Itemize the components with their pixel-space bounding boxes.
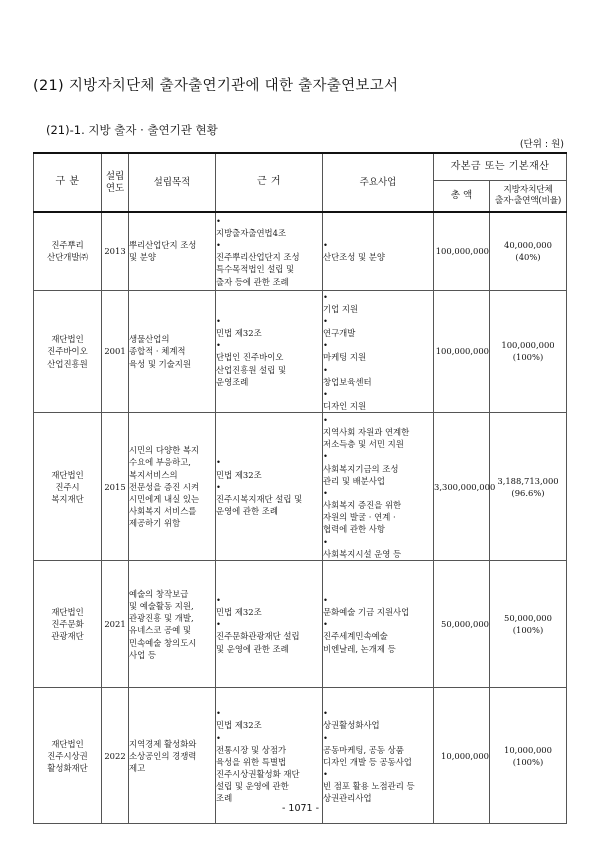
institution-name-line: 진주시	[55, 481, 80, 492]
total-amount-cell: 50,000,000	[434, 561, 490, 688]
purpose-line: 생물산업의	[129, 334, 170, 345]
header-local-line: 지방자치단체	[503, 184, 553, 195]
local-share-line: (40%)	[515, 252, 541, 263]
business-item-line: • 디자인 지원	[323, 401, 367, 412]
legal-basis-item	[216, 239, 322, 288]
business-item-line: 비엔날레, 논개제 등	[323, 643, 396, 654]
institution-name-line: 진주문화	[51, 619, 84, 630]
purpose-line: 시민의 다양한 복지	[129, 445, 200, 456]
legal-basis-item-line: • 진주문화관광재단 설립	[216, 631, 300, 642]
founding-year-cell: 2021	[102, 561, 129, 688]
table-row	[34, 290, 567, 413]
business-item-line: • 산단조성 및 분양	[323, 252, 385, 263]
legal-basis-item-line: • 전통시장 및 상점가	[216, 744, 287, 755]
table-row	[34, 212, 567, 290]
legal-basis-item-line: • 진주뿌리산업단지 조성	[216, 252, 300, 263]
founding-year-cell: 2013	[102, 212, 129, 290]
business-item	[323, 388, 433, 412]
purpose-cell	[129, 561, 216, 688]
header-basis: 근 거	[216, 153, 323, 212]
legal-basis-item	[216, 315, 322, 339]
business-cell	[323, 413, 434, 561]
business-cell	[323, 561, 434, 688]
business-item-line: • 마케팅 지원	[323, 352, 367, 363]
purpose-line: 제공하기 위함	[129, 518, 181, 529]
founding-year-cell: 2015	[102, 413, 129, 561]
business-item	[323, 594, 433, 618]
founding-year-cell: 2001	[102, 290, 129, 413]
total-amount-cell: 100,000,000	[434, 212, 490, 290]
business-item	[323, 339, 433, 363]
header-year-line: 연도	[105, 182, 125, 194]
institution-name-line: 재단법인	[51, 738, 84, 749]
institution-name-line: 활성화재단	[47, 762, 88, 773]
purpose-line: 관광진흥 및 개발,	[129, 613, 194, 624]
institution-name-line: 진주뿌리	[51, 240, 84, 251]
institution-name-line: 재단법인	[51, 469, 84, 480]
purpose-line: 소상공인의 경쟁력	[129, 750, 197, 761]
business-item-line: • 문화예술 기금 지원사업	[323, 607, 410, 618]
business-item	[323, 487, 433, 536]
purpose-line: 민속예술 창의도시	[129, 637, 197, 648]
business-item-line: 자원의 발굴 · 연계 ·	[323, 512, 396, 523]
legal-basis-item-line: • 단법인 진주바이오	[216, 352, 284, 363]
business-item-line: 저소득층 및 서민 지원	[323, 439, 404, 450]
local-share-line: (100%)	[512, 352, 544, 363]
legal-basis-item	[216, 481, 322, 518]
institution-name-cell	[34, 290, 102, 413]
legal-basis-item	[216, 215, 322, 239]
institution-name-line: 복지재단	[51, 493, 84, 504]
local-share-line: 40,000,000	[504, 240, 552, 251]
table-row	[34, 413, 567, 561]
legal-basis-item-line: 운영조례	[216, 376, 249, 387]
business-item	[323, 364, 433, 388]
business-item	[323, 315, 433, 339]
legal-basis-cell	[216, 290, 323, 413]
business-item-line: 관리 및 배분사업	[323, 475, 385, 486]
legal-basis-item-line: • 민법 제32조	[216, 607, 262, 618]
business-item	[323, 239, 433, 263]
header-year-line: 설립	[105, 171, 125, 183]
header-local-share	[490, 180, 567, 212]
business-item	[323, 732, 433, 769]
total-amount-cell: 3,300,000,000	[434, 413, 490, 561]
legal-basis-item-line: • 민법 제32조	[216, 469, 262, 480]
business-item-line: • 진주세계민속예술	[323, 631, 388, 642]
purpose-line: 전문성을 증진 시켜	[129, 481, 200, 492]
institution-name-line: 산단개발㈜	[47, 252, 88, 263]
purpose-line: 육성 및 기술지원	[129, 358, 191, 369]
purpose-line: 사업 등	[129, 649, 156, 660]
legal-basis-cell	[216, 212, 323, 290]
legal-basis-item-line: 출자 등에 관한 조례	[216, 276, 289, 287]
institution-name-cell	[34, 413, 102, 561]
purpose-line: 수요에 부응하고,	[129, 457, 191, 468]
business-item-line: • 창업보육센터	[323, 376, 372, 387]
business-item-line: 협력에 관한 사항	[323, 524, 385, 535]
institution-name-line: 산업진흥원	[47, 358, 88, 369]
founding-year-cell: 2022	[102, 688, 129, 824]
purpose-line: 사회복지 서비스를	[129, 506, 197, 517]
purpose-line: 예술의 창작보급	[129, 588, 189, 599]
business-item-line: • 사회복지시설 운영 등	[323, 548, 402, 559]
legal-basis-item-line: 육성을 위한 특별법	[216, 756, 287, 767]
local-share-line: 50,000,000	[504, 613, 552, 624]
legal-basis-item-line: 운영에 관한 조례	[216, 506, 278, 517]
table-body	[34, 212, 567, 824]
legal-basis-item-line: • 민법 제32조	[216, 720, 262, 731]
header-total: 총 액	[434, 180, 490, 212]
purpose-line: 시민에게 내실 있는	[129, 493, 200, 504]
legal-basis-item	[216, 456, 322, 480]
section-title: (21) 지방자치단체 출자출연기관에 대한 출자출연보고서	[33, 78, 399, 94]
legal-basis-item-line: 조례	[216, 793, 233, 804]
business-item-line: • 지역사회 자원과 연계한	[323, 426, 410, 437]
institution-name-line: 진주시상권	[47, 750, 88, 761]
purpose-cell	[129, 212, 216, 290]
institution-name-line: 재단법인	[51, 334, 84, 345]
legal-basis-item-line: 특수목적법인 설립 및	[216, 264, 295, 275]
institution-table	[33, 152, 567, 824]
table-row	[34, 561, 567, 688]
business-item	[323, 291, 433, 315]
business-item	[323, 450, 433, 487]
header-capital-group: 자본금 또는 기본재산	[434, 153, 567, 180]
local-share-cell	[490, 561, 567, 688]
business-item	[323, 414, 433, 451]
legal-basis-item-line: 산업진흥원 설립 및	[216, 364, 287, 375]
header-purpose: 설립목적	[129, 153, 216, 212]
legal-basis-item	[216, 339, 322, 388]
institution-name-line: 재단법인	[51, 607, 84, 618]
local-share-line: (100%)	[512, 756, 544, 767]
purpose-line: 복지서비스의	[129, 469, 178, 480]
legal-basis-item	[216, 594, 322, 618]
legal-basis-item-line: 및 운영에 관한 조례	[216, 643, 289, 654]
legal-basis-item	[216, 618, 322, 655]
local-share-line: (100%)	[512, 625, 544, 636]
legal-basis-item-line: • 민법 제32조	[216, 328, 262, 339]
purpose-line: 종합적 · 체계적	[129, 346, 186, 357]
header-year	[102, 153, 129, 212]
purpose-line: 및 예술활동 지원,	[129, 601, 194, 611]
legal-basis-item-line: 설립 및 운영에 관한	[216, 781, 289, 792]
local-share-line: 100,000,000	[501, 340, 555, 351]
subsection-title: (21)-1. 지방 출자 · 출연기관 현황	[46, 123, 218, 137]
business-cell	[323, 290, 434, 413]
local-share-line: (96.6%)	[511, 487, 545, 498]
business-item	[323, 707, 433, 731]
header-business: 주요사업	[323, 153, 434, 212]
institution-name-line: 관광재단	[51, 631, 84, 642]
purpose-line: 뿌리산업단지 조성	[129, 240, 197, 251]
business-item-line: • 기업 지원	[323, 303, 359, 314]
purpose-cell	[129, 290, 216, 413]
local-share-line: 10,000,000	[504, 744, 552, 755]
table-header-row	[34, 153, 567, 180]
local-share-cell	[490, 212, 567, 290]
business-item-line: • 연구개발	[323, 328, 356, 339]
institution-name-cell	[34, 561, 102, 688]
legal-basis-item-line: • 지방출자출연법4조	[216, 227, 287, 238]
purpose-line: 지역경제 활성화와	[129, 738, 197, 749]
institution-name-cell	[34, 212, 102, 290]
legal-basis-cell	[216, 561, 323, 688]
total-amount-cell: 10,000,000	[434, 688, 490, 824]
legal-basis-item-line: • 진주시복지재단 설립 및	[216, 493, 303, 504]
business-item-line: • 빈 점포 활용 노점관리 등	[323, 781, 415, 792]
legal-basis-cell	[216, 413, 323, 561]
purpose-line: 유네스코 공예 및	[129, 625, 191, 636]
business-item	[323, 618, 433, 655]
local-share-cell	[490, 413, 567, 561]
business-item-line: • 공동마케팅, 공동 상품	[323, 744, 404, 755]
local-share-line: 3,188,713,000	[497, 475, 559, 486]
purpose-line: 제고	[129, 762, 146, 773]
unit-note: (단위 : 원)	[519, 139, 564, 150]
purpose-cell	[129, 413, 216, 561]
legal-basis-item-line: 진주시상권활성화 재단	[216, 769, 300, 780]
local-share-cell	[490, 290, 567, 413]
legal-basis-item	[216, 732, 322, 805]
business-item	[323, 768, 433, 805]
business-item-line: • 사회복지기금의 조성	[323, 463, 399, 474]
business-item-line: 디자인 개발 등 공동사업	[323, 756, 412, 767]
purpose-line: 및 분양	[129, 252, 156, 263]
header-category: 구 분	[34, 153, 102, 212]
institution-name-line: 진주바이오	[47, 346, 88, 357]
business-item	[323, 536, 433, 560]
business-item-line: • 사회복지 증진을 위한	[323, 500, 402, 511]
business-item-line: • 상권활성화사업	[323, 720, 380, 731]
business-cell	[323, 212, 434, 290]
business-item-line: 상권관리사업	[323, 793, 372, 804]
page-number: - 1071 -	[281, 803, 320, 814]
total-amount-cell: 100,000,000	[434, 290, 490, 413]
header-local-line: 출자·출연액(비율)	[494, 195, 562, 206]
legal-basis-item	[216, 707, 322, 731]
